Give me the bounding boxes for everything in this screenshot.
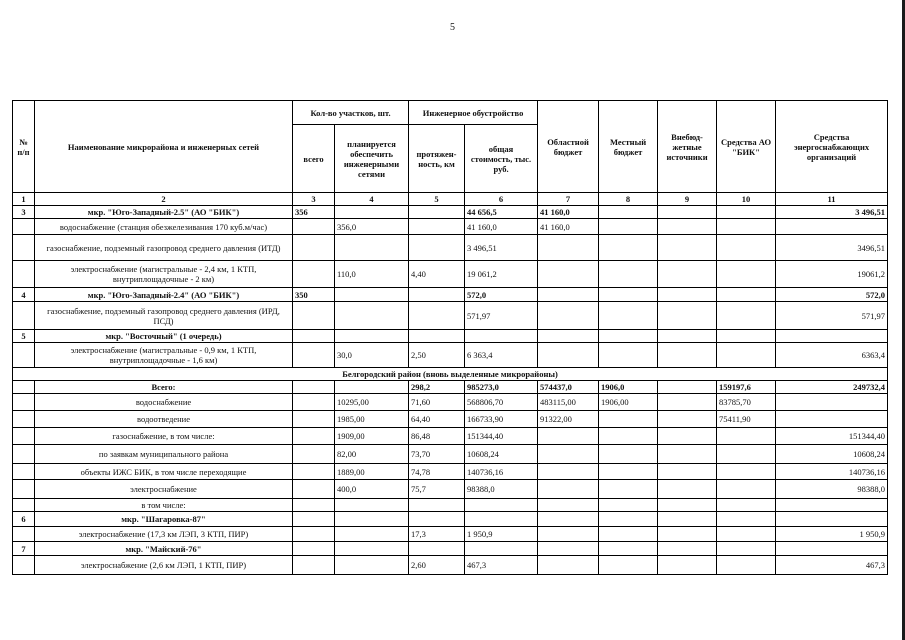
cell-value: 6363,4 <box>776 343 888 368</box>
row-number: 6 <box>13 512 35 527</box>
cell-value: 82,00 <box>335 445 409 464</box>
table-body <box>13 193 888 575</box>
financing-table <box>12 100 888 575</box>
table-row <box>13 302 888 330</box>
table-row <box>13 206 888 219</box>
row-name: водоотведение <box>35 411 293 428</box>
cell-value: 2,60 <box>409 556 465 575</box>
cell-value <box>409 542 465 556</box>
cell-value <box>335 235 409 261</box>
cell-value <box>776 512 888 527</box>
cell-value <box>293 302 335 330</box>
table-row <box>13 411 888 428</box>
cell-value: 985273,0 <box>465 381 538 394</box>
cell-value: 356,0 <box>335 219 409 235</box>
cell-value: 356 <box>293 206 335 219</box>
cell-value <box>658 235 717 261</box>
cell-value: 110,0 <box>335 261 409 288</box>
cell-value <box>465 542 538 556</box>
row-name: в том числе: <box>35 499 293 512</box>
cell-value <box>658 428 717 445</box>
row-number: 3 <box>13 206 35 219</box>
row-name: мкр. "Майский-76" <box>35 542 293 556</box>
cell-value <box>599 556 658 575</box>
cell-value <box>538 445 599 464</box>
cell-value <box>599 542 658 556</box>
cell-value <box>335 556 409 575</box>
cell-value <box>658 527 717 542</box>
row-number <box>13 556 35 575</box>
cell-value <box>717 480 776 499</box>
row-name: мкр. "Юго-Западный-2.5" (АО "БИК") <box>35 206 293 219</box>
cell-value <box>658 499 717 512</box>
row-name: мкр. "Восточный" (1 очередь) <box>35 330 293 343</box>
cell-value <box>538 542 599 556</box>
cell-value: 1985,00 <box>335 411 409 428</box>
cell-value <box>538 512 599 527</box>
cell-value: 3496,51 <box>776 235 888 261</box>
cell-value <box>599 411 658 428</box>
cell-value: 350 <box>293 288 335 302</box>
cell-value <box>293 542 335 556</box>
column-number: 8 <box>599 193 658 206</box>
cell-value <box>658 288 717 302</box>
cell-value: 467,3 <box>465 556 538 575</box>
cell-value <box>538 330 599 343</box>
row-number <box>13 445 35 464</box>
cell-value: 75411,90 <box>717 411 776 428</box>
cell-value <box>293 343 335 368</box>
cell-value <box>776 411 888 428</box>
column-number: 10 <box>717 193 776 206</box>
cell-value <box>776 394 888 411</box>
cell-value <box>599 302 658 330</box>
row-number <box>13 343 35 368</box>
header-plots-group: Кол-во участков, шт. <box>293 101 409 125</box>
table-row <box>13 381 888 394</box>
row-number <box>13 394 35 411</box>
cell-value <box>599 480 658 499</box>
cell-value: 166733,90 <box>465 411 538 428</box>
cell-value <box>538 556 599 575</box>
table-row <box>13 219 888 235</box>
cell-value: 10608,24 <box>465 445 538 464</box>
cell-value: 44 656,5 <box>465 206 538 219</box>
cell-value: 75,7 <box>409 480 465 499</box>
cell-value <box>538 428 599 445</box>
cell-value <box>335 499 409 512</box>
row-number <box>13 527 35 542</box>
cell-value <box>293 464 335 480</box>
header-regional-budget: Областной бюджет <box>538 101 599 193</box>
cell-value: 571,97 <box>776 302 888 330</box>
cell-value <box>538 261 599 288</box>
cell-value <box>776 330 888 343</box>
cell-value <box>599 428 658 445</box>
cell-value: 572,0 <box>776 288 888 302</box>
column-number: 11 <box>776 193 888 206</box>
cell-value: 2,50 <box>409 343 465 368</box>
row-name: газоснабжение, подземный газопровод среднего давления (ИРД, ПСД) <box>35 302 293 330</box>
cell-value <box>776 219 888 235</box>
cell-value <box>717 556 776 575</box>
cell-value <box>658 302 717 330</box>
cell-value <box>658 480 717 499</box>
cell-value <box>776 542 888 556</box>
cell-value <box>538 480 599 499</box>
table-row <box>13 235 888 261</box>
row-name: водоснабжение (станция обезжелезивания 170 куб.м/час) <box>35 219 293 235</box>
column-number: 4 <box>335 193 409 206</box>
cell-value <box>409 235 465 261</box>
cell-value <box>538 343 599 368</box>
cell-value: 10295,00 <box>335 394 409 411</box>
row-number <box>13 235 35 261</box>
cell-value: 64,40 <box>409 411 465 428</box>
row-name: Всего: <box>35 381 293 394</box>
cell-value <box>658 343 717 368</box>
cell-value <box>658 411 717 428</box>
cell-value: 3 496,51 <box>465 235 538 261</box>
table-row <box>13 445 888 464</box>
cell-value <box>465 330 538 343</box>
cell-value <box>658 206 717 219</box>
row-name: мкр. "Юго-Западный-2.4" (АО "БИК") <box>35 288 293 302</box>
cell-value <box>717 512 776 527</box>
cell-value <box>599 206 658 219</box>
cell-value: 98388,0 <box>465 480 538 499</box>
row-number <box>13 464 35 480</box>
row-number <box>13 411 35 428</box>
cell-value: 572,0 <box>465 288 538 302</box>
table-row <box>13 464 888 480</box>
cell-value <box>599 330 658 343</box>
header-engineering-group: Инженерное обустройство <box>409 101 538 125</box>
cell-value: 140736,16 <box>776 464 888 480</box>
table-row <box>13 428 888 445</box>
cell-value: 483115,00 <box>538 394 599 411</box>
cell-value: 73,70 <box>409 445 465 464</box>
cell-value: 151344,40 <box>776 428 888 445</box>
cell-value <box>599 527 658 542</box>
cell-value <box>717 206 776 219</box>
cell-value <box>599 219 658 235</box>
cell-value <box>409 512 465 527</box>
cell-value <box>293 330 335 343</box>
cell-value <box>717 288 776 302</box>
cell-value: 1 950,9 <box>776 527 888 542</box>
row-name: электроснабжение (2,6 км ЛЭП, 1 КТП, ПИР) <box>35 556 293 575</box>
cell-value: 41 160,0 <box>538 206 599 219</box>
cell-value <box>599 288 658 302</box>
cell-value <box>293 512 335 527</box>
cell-value: 249732,4 <box>776 381 888 394</box>
row-number <box>13 480 35 499</box>
row-name: мкр. "Шагаровка-87" <box>35 512 293 527</box>
column-number: 9 <box>658 193 717 206</box>
cell-value <box>335 302 409 330</box>
section-row <box>13 368 888 381</box>
cell-value <box>335 542 409 556</box>
column-number: 5 <box>409 193 465 206</box>
table-row <box>13 499 888 512</box>
cell-value <box>717 330 776 343</box>
cell-value <box>717 542 776 556</box>
cell-value <box>717 261 776 288</box>
cell-value <box>599 343 658 368</box>
cell-value: 1 950,9 <box>465 527 538 542</box>
cell-value <box>293 411 335 428</box>
cell-value: 71,60 <box>409 394 465 411</box>
cell-value: 98388,0 <box>776 480 888 499</box>
cell-value <box>717 428 776 445</box>
header-local-budget: Местный бюджет <box>599 101 658 193</box>
row-number <box>13 499 35 512</box>
cell-value: 83785,70 <box>717 394 776 411</box>
cell-value <box>293 527 335 542</box>
cell-value <box>293 261 335 288</box>
cell-value <box>658 381 717 394</box>
cell-value <box>658 445 717 464</box>
row-name: электроснабжение (17,3 км ЛЭП, 3 КТП, ПИР) <box>35 527 293 542</box>
row-name: объекты ИЖС БИК, в том числе переходящие <box>35 464 293 480</box>
cell-value <box>538 235 599 261</box>
cell-value <box>335 206 409 219</box>
row-number: 7 <box>13 542 35 556</box>
cell-value: 140736,16 <box>465 464 538 480</box>
cell-value <box>658 219 717 235</box>
header-bik-funds: Средства АО "БИК" <box>717 101 776 193</box>
table-row <box>13 343 888 368</box>
cell-value <box>776 499 888 512</box>
column-number: 3 <box>293 193 335 206</box>
table-row <box>13 394 888 411</box>
cell-value: 400,0 <box>335 480 409 499</box>
row-name: электроснабжение (магистральные - 0,9 км, 1 КТП, внутриплощадочные - 1,6 км) <box>35 343 293 368</box>
cell-value <box>409 499 465 512</box>
cell-value: 17,3 <box>409 527 465 542</box>
row-number: 5 <box>13 330 35 343</box>
cell-value: 41 160,0 <box>465 219 538 235</box>
header-cost: общая стоимость, тыс. руб. <box>465 125 538 193</box>
cell-value <box>465 499 538 512</box>
header-total: всего <box>293 125 335 193</box>
cell-value <box>658 512 717 527</box>
cell-value <box>409 206 465 219</box>
cell-value <box>658 542 717 556</box>
header-energy-funds: Средства энергоснабжающих организаций <box>776 101 888 193</box>
cell-value: 74,78 <box>409 464 465 480</box>
cell-value: 568806,70 <box>465 394 538 411</box>
cell-value <box>658 261 717 288</box>
cell-value <box>717 343 776 368</box>
cell-value <box>335 512 409 527</box>
cell-value: 91322,00 <box>538 411 599 428</box>
column-number-row <box>13 193 888 206</box>
cell-value: 10608,24 <box>776 445 888 464</box>
row-number <box>13 428 35 445</box>
cell-value: 6 363,4 <box>465 343 538 368</box>
cell-value <box>293 499 335 512</box>
row-name: электроснабжение (магистральные - 2,4 км, 1 КТП, внутриплощадочные - 2 км) <box>35 261 293 288</box>
cell-value <box>335 527 409 542</box>
cell-value <box>409 219 465 235</box>
cell-value: 571,97 <box>465 302 538 330</box>
cell-value <box>658 394 717 411</box>
cell-value <box>717 219 776 235</box>
column-number: 1 <box>13 193 35 206</box>
cell-value <box>717 464 776 480</box>
cell-value <box>599 445 658 464</box>
cell-value <box>717 499 776 512</box>
cell-value <box>335 381 409 394</box>
cell-value <box>293 480 335 499</box>
cell-value <box>599 512 658 527</box>
cell-value <box>293 394 335 411</box>
cell-value: 30,0 <box>335 343 409 368</box>
cell-value <box>538 302 599 330</box>
row-number: 4 <box>13 288 35 302</box>
row-number <box>13 261 35 288</box>
cell-value <box>335 330 409 343</box>
cell-value <box>538 499 599 512</box>
cell-value: 41 160,0 <box>538 219 599 235</box>
section-title: Белгородский район (вновь выделенные микрорайоны) <box>13 368 888 381</box>
cell-value <box>658 330 717 343</box>
cell-value <box>658 464 717 480</box>
cell-value: 1889,00 <box>335 464 409 480</box>
cell-value: 19061,2 <box>776 261 888 288</box>
cell-value: 4,40 <box>409 261 465 288</box>
row-name: по заявкам муниципального района <box>35 445 293 464</box>
cell-value <box>538 527 599 542</box>
cell-value: 151344,40 <box>465 428 538 445</box>
cell-value <box>599 235 658 261</box>
page-number: 5 <box>450 22 455 33</box>
cell-value <box>293 445 335 464</box>
cell-value <box>717 302 776 330</box>
cell-value: 3 496,51 <box>776 206 888 219</box>
cell-value <box>293 428 335 445</box>
row-number <box>13 219 35 235</box>
cell-value <box>658 556 717 575</box>
row-name: газоснабжение, подземный газопровод среднего давления (ИТД) <box>35 235 293 261</box>
cell-value <box>293 219 335 235</box>
cell-value <box>717 445 776 464</box>
cell-value <box>538 464 599 480</box>
cell-value: 298,2 <box>409 381 465 394</box>
cell-value <box>293 381 335 394</box>
cell-value: 159197,6 <box>717 381 776 394</box>
cell-value: 467,3 <box>776 556 888 575</box>
cell-value: 19 061,2 <box>465 261 538 288</box>
cell-value: 574437,0 <box>538 381 599 394</box>
header-name: Наименование микрорайона и инженерных сетей <box>35 101 293 193</box>
cell-value <box>717 235 776 261</box>
cell-value <box>599 261 658 288</box>
cell-value <box>538 288 599 302</box>
table-row <box>13 330 888 343</box>
cell-value <box>335 288 409 302</box>
cell-value <box>293 556 335 575</box>
row-number <box>13 381 35 394</box>
cell-value: 86,48 <box>409 428 465 445</box>
header-number: № п/п <box>13 101 35 193</box>
column-number: 6 <box>465 193 538 206</box>
table-row <box>13 527 888 542</box>
cell-value <box>465 512 538 527</box>
cell-value <box>599 499 658 512</box>
cell-value <box>409 302 465 330</box>
cell-value: 1909,00 <box>335 428 409 445</box>
header-offbudget: Внебюд-жетные источники <box>658 101 717 193</box>
cell-value <box>409 288 465 302</box>
row-name: водоснабжение <box>35 394 293 411</box>
table-row <box>13 288 888 302</box>
column-number: 7 <box>538 193 599 206</box>
table-row <box>13 512 888 527</box>
table-row <box>13 556 888 575</box>
table-row <box>13 542 888 556</box>
column-number: 2 <box>35 193 293 206</box>
table-row <box>13 261 888 288</box>
row-name: газоснабжение, в том числе: <box>35 428 293 445</box>
row-name: электроснабжение <box>35 480 293 499</box>
table-row <box>13 480 888 499</box>
cell-value <box>599 464 658 480</box>
cell-value: 1906,0 <box>599 381 658 394</box>
header-planned: планируется обеспечить инженерными сетями <box>335 125 409 193</box>
row-number <box>13 302 35 330</box>
header-length: протяжен-ность, км <box>409 125 465 193</box>
cell-value <box>717 527 776 542</box>
cell-value <box>293 235 335 261</box>
cell-value: 1906,00 <box>599 394 658 411</box>
cell-value <box>409 330 465 343</box>
